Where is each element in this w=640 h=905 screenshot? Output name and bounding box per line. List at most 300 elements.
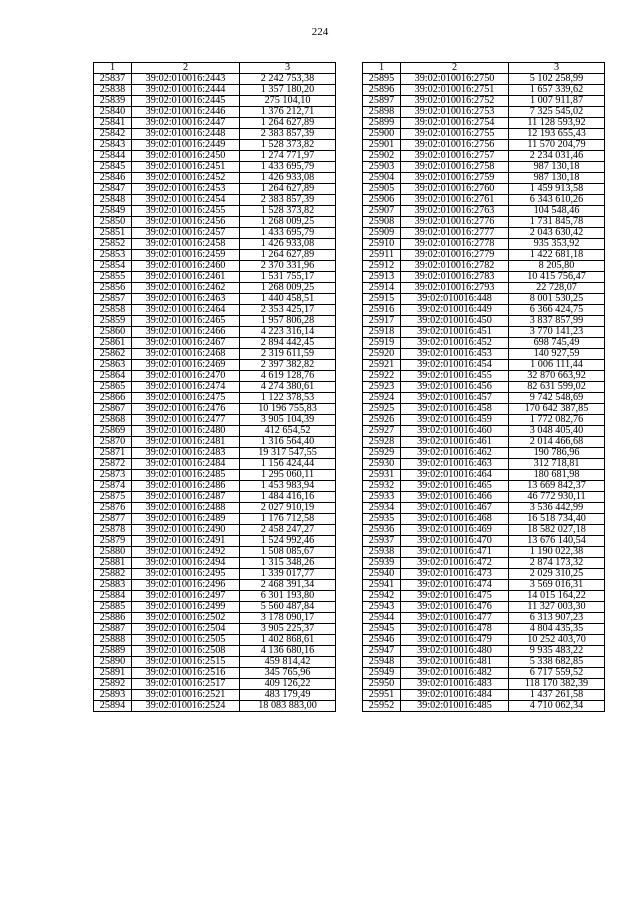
- table-row: [94, 272, 336, 283]
- table-row: [363, 118, 605, 129]
- row-number-cell: 25866: [94, 393, 132, 404]
- cadastral-number-cell: 39:02:010016:2464: [132, 305, 240, 316]
- cadastral-number-cell: 39:02:010016:463: [401, 459, 509, 470]
- table-row: [94, 481, 336, 492]
- table-header-row: [363, 63, 605, 74]
- table-row: [94, 470, 336, 481]
- value-cell: 1 402 868,61: [240, 635, 336, 646]
- value-cell: 19 317 547,55: [240, 448, 336, 459]
- table-row: [94, 140, 336, 151]
- cadastral-number-cell: 39:02:010016:475: [401, 591, 509, 602]
- row-number-cell: 25912: [363, 261, 401, 272]
- value-cell: 1 528 373,82: [240, 206, 336, 217]
- row-number-cell: 25910: [363, 239, 401, 250]
- row-number-cell: 25915: [363, 294, 401, 305]
- row-number-cell: 25838: [94, 85, 132, 96]
- value-cell: 2 894 442,45: [240, 338, 336, 349]
- row-number-cell: 25861: [94, 338, 132, 349]
- cadastral-number-cell: 39:02:010016:484: [401, 690, 509, 701]
- value-cell: 190 786,96: [509, 448, 605, 459]
- value-cell: 4 710 062,34: [509, 701, 605, 712]
- row-number-cell: 25942: [363, 591, 401, 602]
- row-number-cell: 25847: [94, 184, 132, 195]
- value-cell: 2 029 310,25: [509, 569, 605, 580]
- row-number-cell: 25892: [94, 679, 132, 690]
- cadastral-number-cell: 39:02:010016:2752: [401, 96, 509, 107]
- row-number-cell: 25843: [94, 140, 132, 151]
- value-cell: 1 508 085,67: [240, 547, 336, 558]
- column-header: 2: [132, 63, 240, 74]
- cadastral-number-cell: 39:02:010016:2485: [132, 470, 240, 481]
- value-cell: 1 007 911,87: [509, 96, 605, 107]
- cadastral-number-cell: 39:02:010016:2492: [132, 547, 240, 558]
- row-number-cell: 25933: [363, 492, 401, 503]
- table-row: [94, 558, 336, 569]
- table-row: [94, 327, 336, 338]
- table-row: [94, 657, 336, 668]
- value-cell: 2 353 425,17: [240, 305, 336, 316]
- row-number-cell: 25901: [363, 140, 401, 151]
- table-row: [363, 415, 605, 426]
- table-row: [363, 481, 605, 492]
- value-cell: 2 458 247,27: [240, 525, 336, 536]
- cadastral-number-cell: 39:02:010016:2759: [401, 173, 509, 184]
- cadastral-number-cell: 39:02:010016:2481: [132, 437, 240, 448]
- table-row: [363, 360, 605, 371]
- table-row: [94, 426, 336, 437]
- table-row: [94, 382, 336, 393]
- row-number-cell: 25919: [363, 338, 401, 349]
- cadastral-number-cell: 39:02:010016:2499: [132, 602, 240, 613]
- value-cell: 1 426 933,08: [240, 239, 336, 250]
- table-row: [94, 316, 336, 327]
- cadastral-number-cell: 39:02:010016:2444: [132, 85, 240, 96]
- table-row: [94, 437, 336, 448]
- table-row: [94, 459, 336, 470]
- row-number-cell: 25844: [94, 151, 132, 162]
- cadastral-number-cell: 39:02:010016:452: [401, 338, 509, 349]
- value-cell: 1 528 373,82: [240, 140, 336, 151]
- cadastral-number-cell: 39:02:010016:2486: [132, 481, 240, 492]
- cadastral-number-cell: 39:02:010016:2777: [401, 228, 509, 239]
- row-number-cell: 25893: [94, 690, 132, 701]
- row-number-cell: 25885: [94, 602, 132, 613]
- value-cell: 2 468 391,34: [240, 580, 336, 591]
- table-row: [363, 217, 605, 228]
- table-row: [94, 371, 336, 382]
- cadastral-number-cell: 39:02:010016:468: [401, 514, 509, 525]
- row-number-cell: 25854: [94, 261, 132, 272]
- row-number-cell: 25898: [363, 107, 401, 118]
- table-row: [363, 525, 605, 536]
- row-number-cell: 25911: [363, 250, 401, 261]
- table-row: [363, 327, 605, 338]
- table-row: [363, 657, 605, 668]
- cadastral-number-cell: 39:02:010016:449: [401, 305, 509, 316]
- table-row: [94, 679, 336, 690]
- value-cell: 1 453 983,94: [240, 481, 336, 492]
- value-cell: 3 569 016,31: [509, 580, 605, 591]
- table-row: [363, 129, 605, 140]
- table-row: [363, 437, 605, 448]
- cadastral-number-cell: 39:02:010016:2488: [132, 503, 240, 514]
- column-header: 1: [363, 63, 401, 74]
- table-row: [363, 426, 605, 437]
- row-number-cell: 25846: [94, 173, 132, 184]
- row-number-cell: 25871: [94, 448, 132, 459]
- row-number-cell: 25922: [363, 371, 401, 382]
- table-row: [363, 85, 605, 96]
- row-number-cell: 25900: [363, 129, 401, 140]
- row-number-cell: 25904: [363, 173, 401, 184]
- value-cell: 12 193 655,43: [509, 129, 605, 140]
- cadastral-number-cell: 39:02:010016:485: [401, 701, 509, 712]
- row-number-cell: 25864: [94, 371, 132, 382]
- cadastral-number-cell: 39:02:010016:2508: [132, 646, 240, 657]
- row-number-cell: 25882: [94, 569, 132, 580]
- table-row: [94, 162, 336, 173]
- value-cell: 118 170 382,39: [509, 679, 605, 690]
- value-cell: 987 130,18: [509, 162, 605, 173]
- table-row: [363, 206, 605, 217]
- column-header: 3: [240, 63, 336, 74]
- table-row: [94, 239, 336, 250]
- table-row: [94, 580, 336, 591]
- table-row: [363, 591, 605, 602]
- cadastral-number-cell: 39:02:010016:2517: [132, 679, 240, 690]
- table-row: [94, 690, 336, 701]
- cadastral-number-cell: 39:02:010016:2776: [401, 217, 509, 228]
- cadastral-number-cell: 39:02:010016:472: [401, 558, 509, 569]
- row-number-cell: 25907: [363, 206, 401, 217]
- row-number-cell: 25943: [363, 602, 401, 613]
- cadastral-number-cell: 39:02:010016:476: [401, 602, 509, 613]
- value-cell: 170 642 387,85: [509, 404, 605, 415]
- value-cell: 4 223 316,14: [240, 327, 336, 338]
- value-cell: 13 669 842,37: [509, 481, 605, 492]
- row-number-cell: 25938: [363, 547, 401, 558]
- row-number-cell: 25925: [363, 404, 401, 415]
- cadastral-number-cell: 39:02:010016:2494: [132, 558, 240, 569]
- cadastral-number-cell: 39:02:010016:2449: [132, 140, 240, 151]
- value-cell: 3 770 141,23: [509, 327, 605, 338]
- table-row: [363, 371, 605, 382]
- table-row: [94, 492, 336, 503]
- table-row: [363, 162, 605, 173]
- cadastral-number-cell: 39:02:010016:2445: [132, 96, 240, 107]
- table-row: [94, 525, 336, 536]
- value-cell: 698 745,49: [509, 338, 605, 349]
- row-number-cell: 25877: [94, 514, 132, 525]
- value-cell: 1 268 009,25: [240, 217, 336, 228]
- row-number-cell: 25842: [94, 129, 132, 140]
- table-row: [363, 184, 605, 195]
- cadastral-number-cell: 39:02:010016:455: [401, 371, 509, 382]
- table-row: [94, 195, 336, 206]
- table-row: [94, 228, 336, 239]
- cadastral-number-cell: 39:02:010016:2750: [401, 74, 509, 85]
- table-row: [94, 349, 336, 360]
- value-cell: 1 657 339,62: [509, 85, 605, 96]
- cadastral-number-cell: 39:02:010016:456: [401, 382, 509, 393]
- cadastral-number-cell: 39:02:010016:2758: [401, 162, 509, 173]
- table-row: [363, 635, 605, 646]
- value-cell: 46 772 930,11: [509, 492, 605, 503]
- row-number-cell: 25921: [363, 360, 401, 371]
- row-number-cell: 25889: [94, 646, 132, 657]
- row-number-cell: 25952: [363, 701, 401, 712]
- value-cell: 9 935 483,22: [509, 646, 605, 657]
- cadastral-number-cell: 39:02:010016:457: [401, 393, 509, 404]
- row-number-cell: 25917: [363, 316, 401, 327]
- row-number-cell: 25913: [363, 272, 401, 283]
- row-number-cell: 25899: [363, 118, 401, 129]
- value-cell: 11 570 204,79: [509, 140, 605, 151]
- cadastral-number-cell: 39:02:010016:474: [401, 580, 509, 591]
- cadastral-number-cell: 39:02:010016:2448: [132, 129, 240, 140]
- value-cell: 2 874 173,32: [509, 558, 605, 569]
- cadastral-number-cell: 39:02:010016:2461: [132, 272, 240, 283]
- value-cell: 11 327 003,30: [509, 602, 605, 613]
- row-number-cell: 25839: [94, 96, 132, 107]
- value-cell: 1 459 913,58: [509, 184, 605, 195]
- row-number-cell: 25860: [94, 327, 132, 338]
- value-cell: 32 870 663,92: [509, 371, 605, 382]
- value-cell: 10 196 755,83: [240, 404, 336, 415]
- row-number-cell: 25924: [363, 393, 401, 404]
- table-row: [363, 668, 605, 679]
- table-row: [363, 151, 605, 162]
- table-row: [363, 503, 605, 514]
- value-cell: 1 772 082,76: [509, 415, 605, 426]
- value-cell: 1 433 695,79: [240, 228, 336, 239]
- row-number-cell: 25848: [94, 195, 132, 206]
- table-row: [94, 173, 336, 184]
- value-cell: 5 560 487,84: [240, 602, 336, 613]
- cadastral-number-cell: 39:02:010016:2467: [132, 338, 240, 349]
- table-row: [363, 239, 605, 250]
- cadastral-number-cell: 39:02:010016:2451: [132, 162, 240, 173]
- table-row: [94, 591, 336, 602]
- value-cell: 13 676 140,54: [509, 536, 605, 547]
- table-row: [94, 261, 336, 272]
- value-cell: 2 397 382,82: [240, 360, 336, 371]
- row-number-cell: 25920: [363, 349, 401, 360]
- value-cell: 180 681,98: [509, 470, 605, 481]
- value-cell: 3 905 225,37: [240, 624, 336, 635]
- value-cell: 5 102 258,99: [509, 74, 605, 85]
- table-row: [363, 624, 605, 635]
- cadastral-number-cell: 39:02:010016:2447: [132, 118, 240, 129]
- cadastral-number-cell: 39:02:010016:451: [401, 327, 509, 338]
- cadastral-number-cell: 39:02:010016:467: [401, 503, 509, 514]
- cadastral-number-cell: 39:02:010016:2495: [132, 569, 240, 580]
- row-number-cell: 25888: [94, 635, 132, 646]
- value-cell: 11 128 593,92: [509, 118, 605, 129]
- row-number-cell: 25853: [94, 250, 132, 261]
- table-row: [363, 492, 605, 503]
- row-number-cell: 25845: [94, 162, 132, 173]
- row-number-cell: 25879: [94, 536, 132, 547]
- value-cell: 2 014 466,68: [509, 437, 605, 448]
- column-header: 1: [94, 63, 132, 74]
- row-number-cell: 25941: [363, 580, 401, 591]
- cadastral-number-cell: 39:02:010016:2460: [132, 261, 240, 272]
- table-row: [363, 250, 605, 261]
- row-number-cell: 25944: [363, 613, 401, 624]
- table-row: [94, 250, 336, 261]
- cadastral-number-cell: 39:02:010016:2462: [132, 283, 240, 294]
- cadastral-number-cell: 39:02:010016:465: [401, 481, 509, 492]
- cadastral-number-cell: 39:02:010016:2502: [132, 613, 240, 624]
- cadastral-number-cell: 39:02:010016:2477: [132, 415, 240, 426]
- left-table: [93, 62, 336, 712]
- table-row: [363, 272, 605, 283]
- row-number-cell: 25856: [94, 283, 132, 294]
- table-row: [363, 613, 605, 624]
- row-number-cell: 25896: [363, 85, 401, 96]
- cadastral-number-cell: 39:02:010016:458: [401, 404, 509, 415]
- table-row: [363, 107, 605, 118]
- value-cell: 1 176 712,58: [240, 514, 336, 525]
- row-number-cell: 25849: [94, 206, 132, 217]
- value-cell: 9 742 548,69: [509, 393, 605, 404]
- table-row: [94, 85, 336, 96]
- cadastral-number-cell: 39:02:010016:2779: [401, 250, 509, 261]
- value-cell: 1 190 022,38: [509, 547, 605, 558]
- row-number-cell: 25949: [363, 668, 401, 679]
- cadastral-number-cell: 39:02:010016:2489: [132, 514, 240, 525]
- value-cell: 2 234 031,46: [509, 151, 605, 162]
- row-number-cell: 25927: [363, 426, 401, 437]
- value-cell: 16 518 734,40: [509, 514, 605, 525]
- value-cell: 6 313 907,23: [509, 613, 605, 624]
- cadastral-number-cell: 39:02:010016:448: [401, 294, 509, 305]
- row-number-cell: 25908: [363, 217, 401, 228]
- cadastral-number-cell: 39:02:010016:2760: [401, 184, 509, 195]
- value-cell: 6 343 610,26: [509, 195, 605, 206]
- table-row: [363, 305, 605, 316]
- row-number-cell: 25865: [94, 382, 132, 393]
- table-row: [94, 415, 336, 426]
- table-row: [94, 151, 336, 162]
- row-number-cell: 25891: [94, 668, 132, 679]
- row-number-cell: 25945: [363, 624, 401, 635]
- value-cell: 6 717 559,52: [509, 668, 605, 679]
- value-cell: 1 316 564,40: [240, 437, 336, 448]
- cadastral-number-cell: 39:02:010016:466: [401, 492, 509, 503]
- cadastral-number-cell: 39:02:010016:2466: [132, 327, 240, 338]
- row-number-cell: 25886: [94, 613, 132, 624]
- cadastral-number-cell: 39:02:010016:454: [401, 360, 509, 371]
- value-cell: 22 728,07: [509, 283, 605, 294]
- table-row: [363, 393, 605, 404]
- value-cell: 1 440 458,51: [240, 294, 336, 305]
- cadastral-number-cell: 39:02:010016:2504: [132, 624, 240, 635]
- value-cell: 7 325 545,02: [509, 107, 605, 118]
- table-row: [94, 305, 336, 316]
- cadastral-number-cell: 39:02:010016:2763: [401, 206, 509, 217]
- value-cell: 483 179,49: [240, 690, 336, 701]
- row-number-cell: 25837: [94, 74, 132, 85]
- value-cell: 1 376 212,71: [240, 107, 336, 118]
- row-number-cell: 25897: [363, 96, 401, 107]
- table-row: [94, 668, 336, 679]
- cadastral-number-cell: 39:02:010016:2475: [132, 393, 240, 404]
- table-row: [363, 140, 605, 151]
- row-number-cell: 25841: [94, 118, 132, 129]
- value-cell: 1 122 378,53: [240, 393, 336, 404]
- table-row: [363, 173, 605, 184]
- row-number-cell: 25931: [363, 470, 401, 481]
- cadastral-number-cell: 39:02:010016:2778: [401, 239, 509, 250]
- row-number-cell: 25894: [94, 701, 132, 712]
- row-number-cell: 25884: [94, 591, 132, 602]
- cadastral-number-cell: 39:02:010016:2496: [132, 580, 240, 591]
- value-cell: 10 252 403,70: [509, 635, 605, 646]
- value-cell: 8 205,80: [509, 261, 605, 272]
- value-cell: 1 957 806,28: [240, 316, 336, 327]
- table-row: [94, 96, 336, 107]
- row-number-cell: 25914: [363, 283, 401, 294]
- table-row: [94, 602, 336, 613]
- value-cell: 1 274 771,97: [240, 151, 336, 162]
- row-number-cell: 25947: [363, 646, 401, 657]
- cadastral-number-cell: 39:02:010016:2505: [132, 635, 240, 646]
- cadastral-number-cell: 39:02:010016:2443: [132, 74, 240, 85]
- value-cell: 2 242 753,38: [240, 74, 336, 85]
- cadastral-number-cell: 39:02:010016:464: [401, 470, 509, 481]
- table-row: [363, 228, 605, 239]
- cadastral-number-cell: 39:02:010016:2516: [132, 668, 240, 679]
- cadastral-number-cell: 39:02:010016:2757: [401, 151, 509, 162]
- cadastral-number-cell: 39:02:010016:2751: [401, 85, 509, 96]
- table-row: [363, 569, 605, 580]
- table-row: [94, 536, 336, 547]
- value-cell: 2 043 630,42: [509, 228, 605, 239]
- cadastral-number-cell: 39:02:010016:2456: [132, 217, 240, 228]
- table-row: [363, 701, 605, 712]
- value-cell: 5 338 682,85: [509, 657, 605, 668]
- cadastral-number-cell: 39:02:010016:2450: [132, 151, 240, 162]
- row-number-cell: 25948: [363, 657, 401, 668]
- right-table: [362, 62, 605, 712]
- value-cell: 1 437 261,58: [509, 690, 605, 701]
- value-cell: 1 264 627,89: [240, 184, 336, 195]
- row-number-cell: 25850: [94, 217, 132, 228]
- table-row: [94, 74, 336, 85]
- value-cell: 2 319 611,59: [240, 349, 336, 360]
- value-cell: 935 353,92: [509, 239, 605, 250]
- table-row: [363, 547, 605, 558]
- cadastral-number-cell: 39:02:010016:2455: [132, 206, 240, 217]
- row-number-cell: 25878: [94, 525, 132, 536]
- row-number-cell: 25857: [94, 294, 132, 305]
- row-number-cell: 25923: [363, 382, 401, 393]
- table-row: [94, 206, 336, 217]
- table-row: [363, 195, 605, 206]
- table-row: [363, 338, 605, 349]
- row-number-cell: 25890: [94, 657, 132, 668]
- value-cell: 2 383 857,39: [240, 195, 336, 206]
- row-number-cell: 25881: [94, 558, 132, 569]
- cadastral-number-cell: 39:02:010016:453: [401, 349, 509, 360]
- value-cell: 1 731 845,78: [509, 217, 605, 228]
- row-number-cell: 25851: [94, 228, 132, 239]
- cadastral-number-cell: 39:02:010016:483: [401, 679, 509, 690]
- row-number-cell: 25862: [94, 349, 132, 360]
- table-row: [94, 701, 336, 712]
